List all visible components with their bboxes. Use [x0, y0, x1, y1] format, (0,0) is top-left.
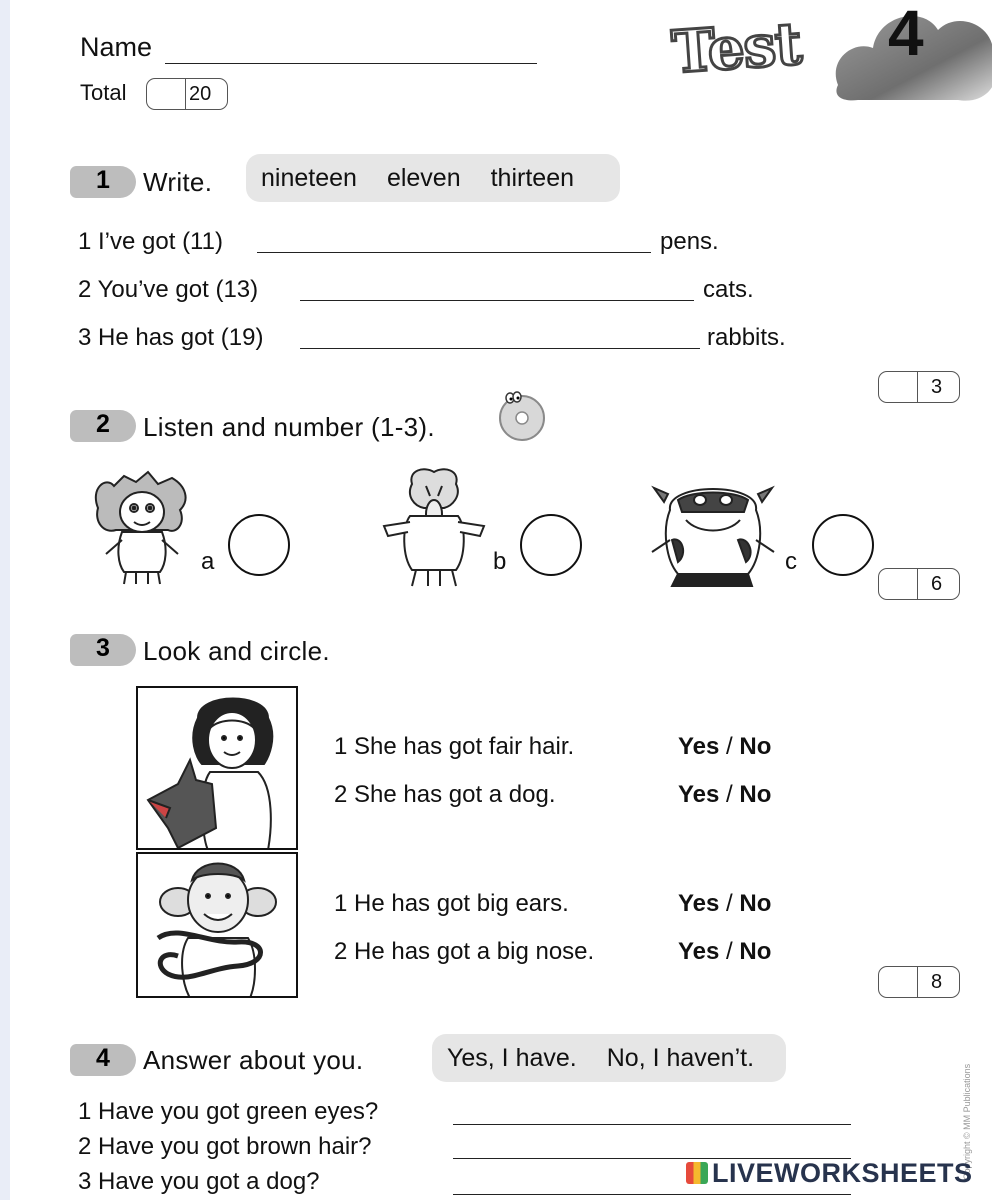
section-1-title: Write.	[143, 167, 213, 197]
section-3-score-box: 8	[878, 966, 960, 998]
word-bank-item: eleven	[386, 163, 461, 192]
circle-item-text: 1 He has got big ears.	[334, 890, 569, 917]
option-letter-c: c	[785, 548, 797, 575]
yes-no-separator: /	[719, 890, 740, 917]
copyright-note: Copyright © MM Publications	[962, 1063, 972, 1180]
page-edge	[0, 0, 10, 1200]
word-bank-item: thirteen	[490, 163, 574, 192]
circle-item-text: 2 She has got a dog.	[334, 781, 556, 808]
no-option[interactable]: No	[739, 890, 772, 917]
write-item-suffix: pens.	[660, 228, 719, 255]
yes-no-choice[interactable]	[678, 733, 771, 761]
yes-no-separator: /	[719, 938, 740, 965]
phrase-bank-item: Yes, I have.	[447, 1043, 577, 1072]
yes-no-separator: /	[719, 733, 740, 760]
answer-circle-c[interactable]	[812, 514, 874, 576]
total-label: Total	[80, 80, 127, 105]
yes-option[interactable]: Yes	[678, 890, 720, 917]
no-option[interactable]: No	[739, 733, 772, 760]
section-2-badge: 2	[70, 410, 136, 442]
girl-with-dog-picture	[136, 686, 298, 850]
section-2-title: Listen and number (1-3).	[143, 412, 435, 442]
yes-no-separator: /	[719, 781, 740, 808]
yes-option[interactable]: Yes	[678, 781, 720, 808]
write-item-blank[interactable]	[300, 300, 694, 301]
section-4-phrase-bank	[432, 1034, 786, 1082]
answer-question: 2 Have you got brown hair?	[78, 1133, 372, 1160]
write-item-suffix: rabbits.	[707, 324, 786, 351]
write-item-suffix: cats.	[703, 276, 754, 303]
answer-question: 1 Have you got green eyes?	[78, 1098, 379, 1125]
yes-option[interactable]: Yes	[678, 938, 720, 965]
no-option[interactable]: No	[739, 938, 772, 965]
cd-audio-icon[interactable]	[492, 388, 552, 444]
section-2-score-box: 6	[878, 568, 960, 600]
write-item-prefix: 1 I’ve got (11)	[78, 228, 223, 255]
test-number: 4	[888, 0, 924, 69]
total-score-box	[146, 78, 228, 110]
test-title: Test	[669, 9, 804, 87]
monster-b-illustration	[378, 466, 490, 590]
no-option[interactable]: No	[739, 781, 772, 808]
section-1-word-bank	[246, 154, 620, 202]
section-4-badge: 4	[70, 1044, 136, 1076]
boy-with-snake-picture	[136, 852, 298, 998]
phrase-bank-item: No, I haven’t.	[606, 1043, 755, 1072]
word-bank-item: nineteen	[261, 163, 357, 192]
section-1-score-box: 3	[878, 371, 960, 403]
monster-a-illustration	[86, 468, 196, 586]
write-item-prefix: 3 He has got (19)	[78, 324, 264, 351]
section-3-title: Look and circle.	[143, 636, 330, 666]
yes-option[interactable]: Yes	[678, 733, 720, 760]
write-item-blank[interactable]	[300, 348, 700, 349]
yes-no-choice[interactable]	[678, 781, 771, 809]
liveworksheets-icon	[686, 1162, 708, 1184]
name-label: Name	[80, 32, 153, 62]
option-letter-b: b	[493, 548, 507, 575]
option-letter-a: a	[201, 548, 215, 575]
name-input-line[interactable]	[165, 63, 537, 64]
monster-c-illustration	[648, 470, 778, 588]
write-item-blank[interactable]	[257, 252, 651, 253]
liveworksheets-logo: LIVEWORKSHEETS	[686, 1158, 973, 1189]
write-item-prefix: 2 You’ve got (13)	[78, 276, 259, 303]
answer-blank[interactable]	[453, 1124, 851, 1125]
answer-blank[interactable]	[453, 1194, 851, 1195]
total-score-max: 20	[189, 83, 212, 105]
yes-no-choice[interactable]	[678, 938, 771, 966]
answer-question: 3 Have you got a dog?	[78, 1168, 320, 1195]
section-4-title: Answer about you.	[143, 1045, 364, 1075]
section-3-badge: 3	[70, 634, 136, 666]
yes-no-choice[interactable]	[678, 890, 771, 918]
answer-circle-a[interactable]	[228, 514, 290, 576]
section-1-badge: 1	[70, 166, 136, 198]
circle-item-text: 2 He has got a big nose.	[334, 938, 595, 965]
circle-item-text: 1 She has got fair hair.	[334, 733, 575, 760]
answer-circle-b[interactable]	[520, 514, 582, 576]
